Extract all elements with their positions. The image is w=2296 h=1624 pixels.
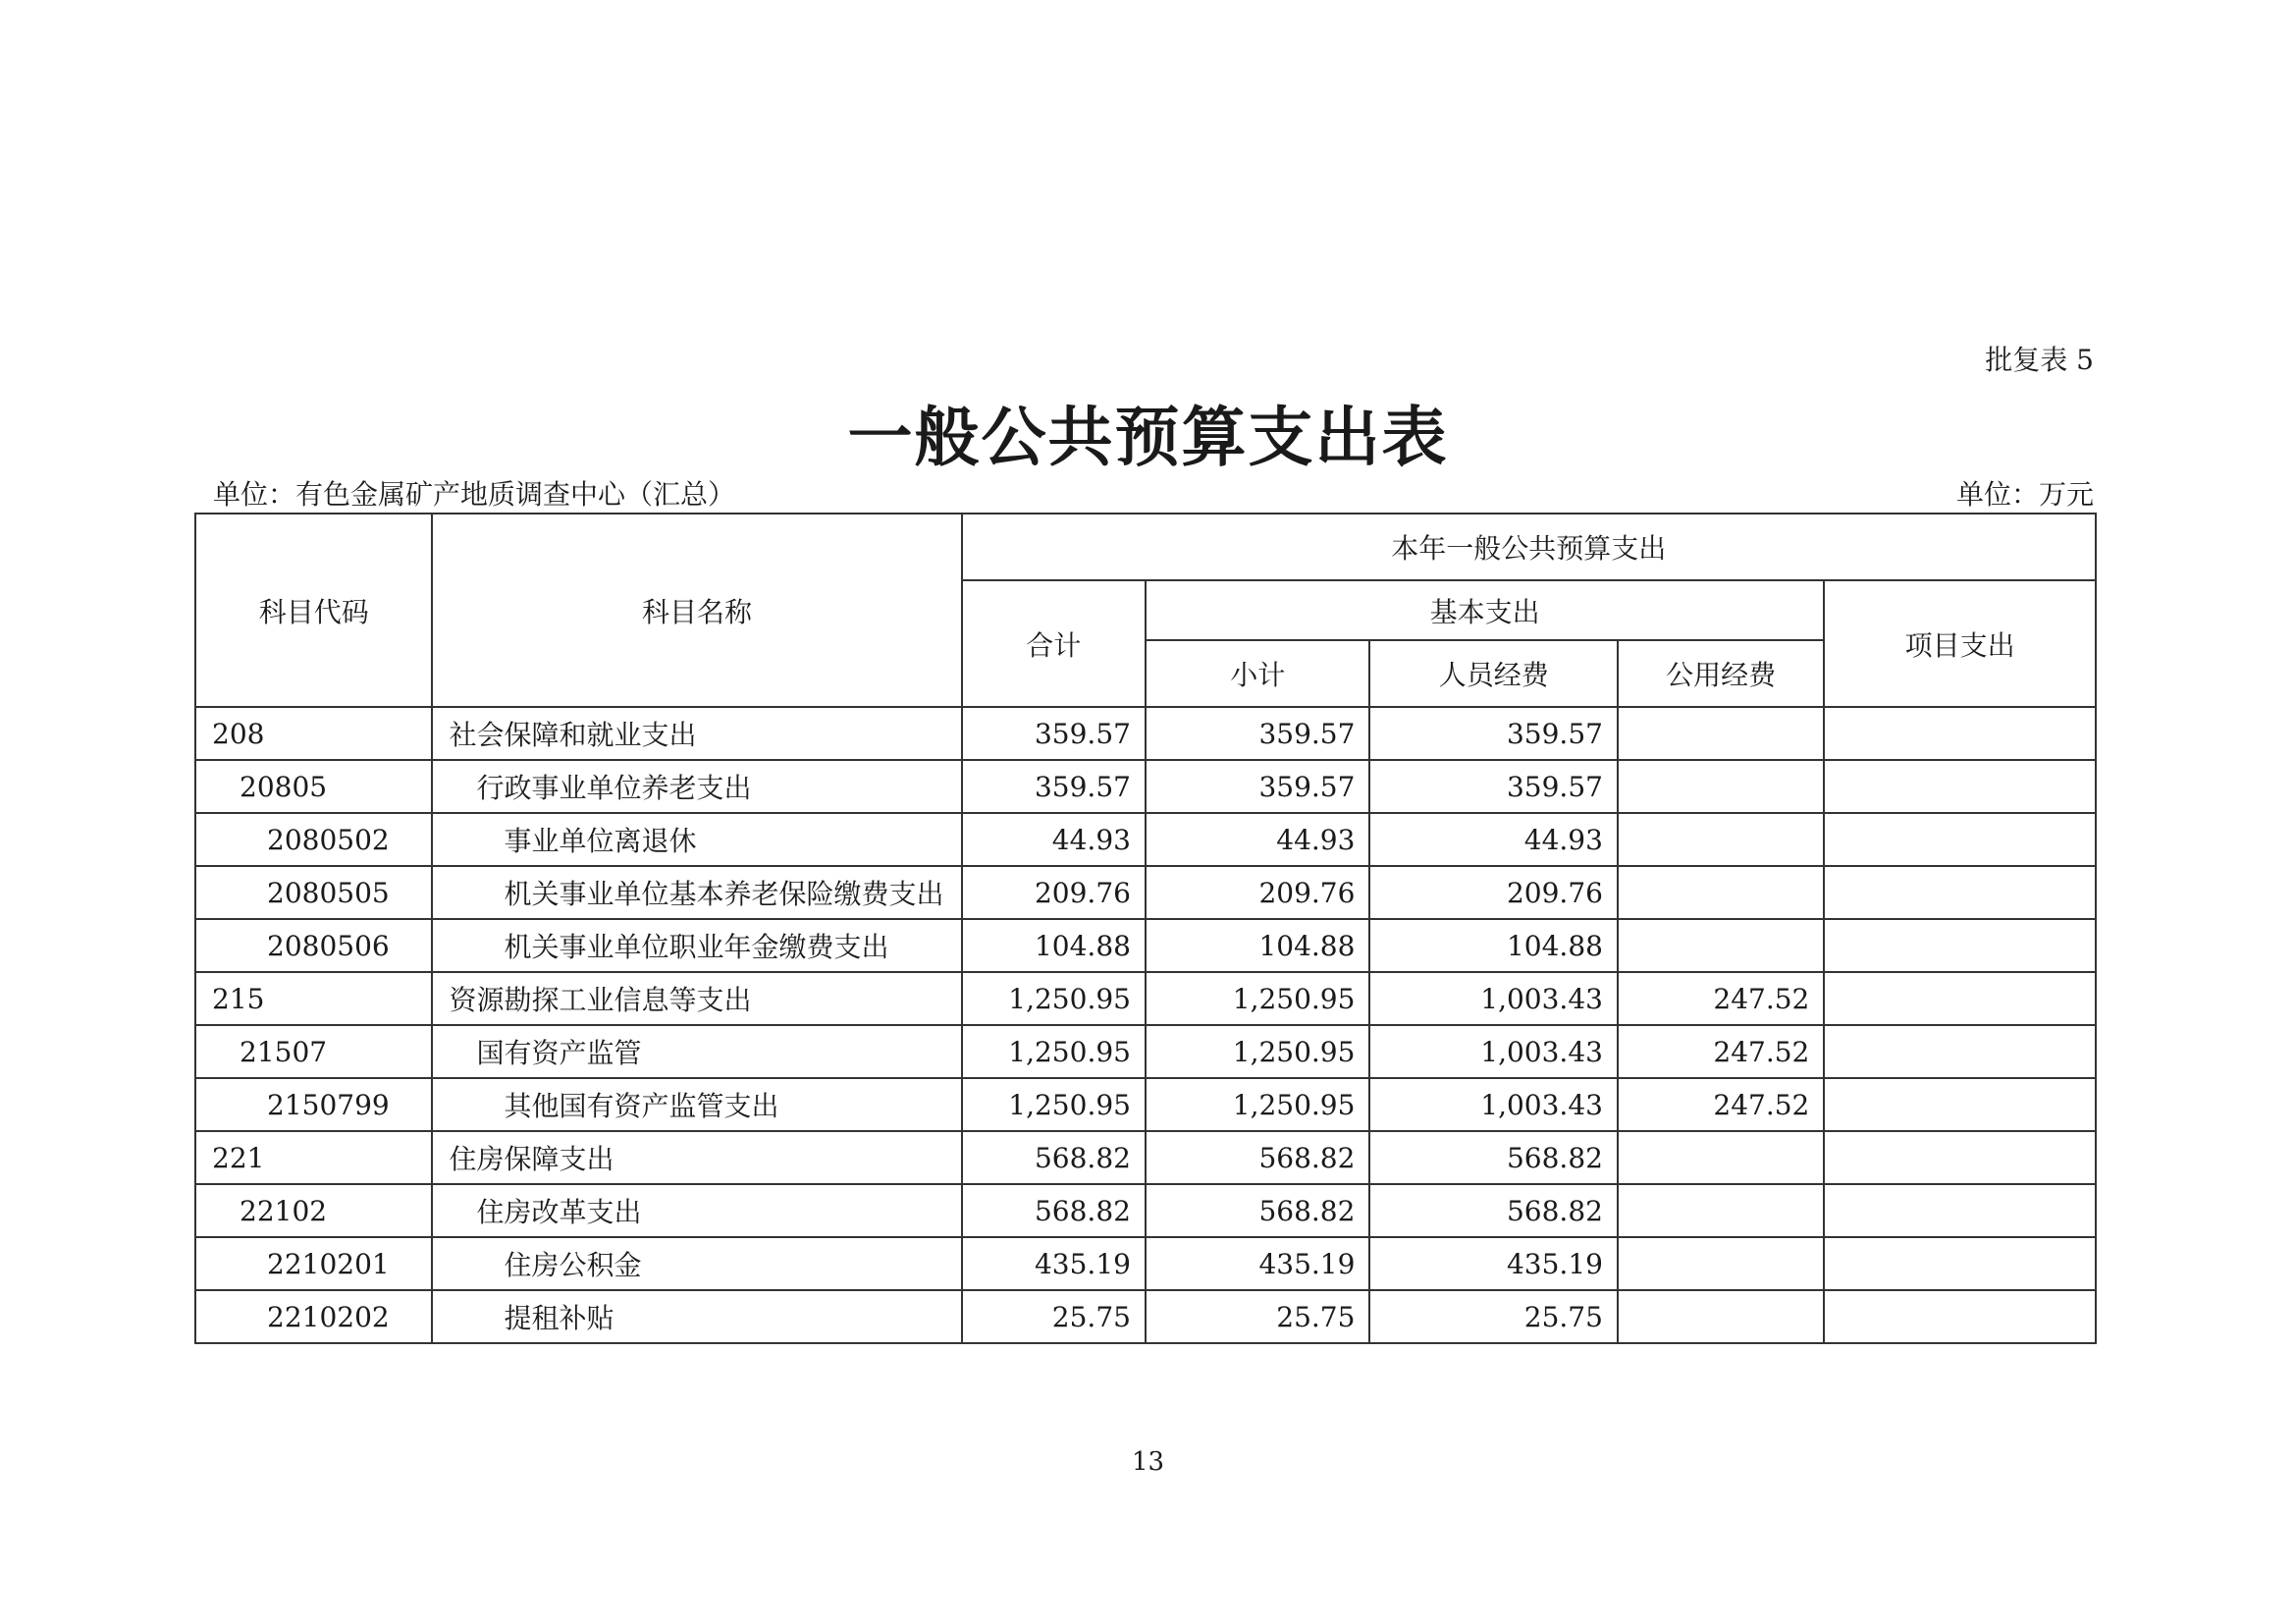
row-public — [1618, 707, 1824, 760]
row-project — [1824, 1025, 2096, 1078]
row-code: 2080502 — [195, 813, 432, 866]
header-code: 科目代码 — [195, 514, 432, 707]
row-subtotal: 1,250.95 — [1146, 972, 1369, 1025]
row-personnel: 1,003.43 — [1369, 1025, 1618, 1078]
row-code: 2210201 — [195, 1237, 432, 1290]
row-total: 359.57 — [962, 760, 1146, 813]
row-name: 资源勘探工业信息等支出 — [432, 972, 961, 1025]
row-total: 25.75 — [962, 1290, 1146, 1343]
row-project — [1824, 866, 2096, 919]
row-personnel: 568.82 — [1369, 1131, 1618, 1184]
row-total: 1,250.95 — [962, 1078, 1146, 1131]
row-project — [1824, 919, 2096, 972]
row-subtotal: 359.57 — [1146, 760, 1369, 813]
row-project — [1824, 813, 2096, 866]
row-code: 22102 — [195, 1184, 432, 1237]
table-row — [195, 1025, 2096, 1078]
row-total: 359.57 — [962, 707, 1146, 760]
header-public: 公用经费 — [1618, 640, 1824, 707]
row-public — [1618, 919, 1824, 972]
header-subtotal: 小计 — [1146, 640, 1369, 707]
row-project — [1824, 707, 2096, 760]
row-code: 221 — [195, 1131, 432, 1184]
table-row — [195, 919, 2096, 972]
row-name: 住房改革支出 — [432, 1184, 961, 1237]
row-personnel: 44.93 — [1369, 813, 1618, 866]
row-code: 2080505 — [195, 866, 432, 919]
row-name: 住房公积金 — [432, 1237, 961, 1290]
table-row — [195, 1131, 2096, 1184]
row-personnel: 1,003.43 — [1369, 1078, 1618, 1131]
row-name: 住房保障支出 — [432, 1131, 961, 1184]
row-personnel: 104.88 — [1369, 919, 1618, 972]
row-name: 国有资产监管 — [432, 1025, 961, 1078]
row-public — [1618, 866, 1824, 919]
row-project — [1824, 1078, 2096, 1131]
header-group: 本年一般公共预算支出 — [962, 514, 2096, 580]
row-project — [1824, 1184, 2096, 1237]
row-public — [1618, 1184, 1824, 1237]
table-row — [195, 1184, 2096, 1237]
row-subtotal: 25.75 — [1146, 1290, 1369, 1343]
row-code: 21507 — [195, 1025, 432, 1078]
table-row — [195, 760, 2096, 813]
page-title: 一般公共预算支出表 — [847, 399, 1449, 475]
row-name: 提租补贴 — [432, 1290, 961, 1343]
row-name: 社会保障和就业支出 — [432, 707, 961, 760]
row-total: 435.19 — [962, 1237, 1146, 1290]
row-code: 208 — [195, 707, 432, 760]
table-row — [195, 972, 2096, 1025]
row-total: 1,250.95 — [962, 1025, 1146, 1078]
unit-currency: 单位：万元 — [1955, 478, 2094, 511]
row-total: 1,250.95 — [962, 972, 1146, 1025]
table-row — [195, 707, 2096, 760]
unit-organization: 单位：有色金属矿产地质调查中心（汇总） — [213, 478, 736, 511]
row-personnel: 1,003.43 — [1369, 972, 1618, 1025]
table-row — [195, 1290, 2096, 1343]
row-project — [1824, 1131, 2096, 1184]
row-public: 247.52 — [1618, 1025, 1824, 1078]
table-row — [195, 1237, 2096, 1290]
row-total: 568.82 — [962, 1131, 1146, 1184]
row-code: 215 — [195, 972, 432, 1025]
row-project — [1824, 972, 2096, 1025]
row-total: 104.88 — [962, 919, 1146, 972]
row-subtotal: 435.19 — [1146, 1237, 1369, 1290]
page-number: 13 — [1131, 1447, 1165, 1477]
header-basic: 基本支出 — [1146, 580, 1824, 640]
row-name: 事业单位离退休 — [432, 813, 961, 866]
row-personnel: 209.76 — [1369, 866, 1618, 919]
row-project — [1824, 1237, 2096, 1290]
row-code: 20805 — [195, 760, 432, 813]
row-subtotal: 568.82 — [1146, 1131, 1369, 1184]
row-total: 44.93 — [962, 813, 1146, 866]
row-name: 其他国有资产监管支出 — [432, 1078, 961, 1131]
row-code: 2210202 — [195, 1290, 432, 1343]
row-total: 209.76 — [962, 866, 1146, 919]
header-project: 项目支出 — [1824, 580, 2096, 707]
row-personnel: 435.19 — [1369, 1237, 1618, 1290]
row-subtotal: 44.93 — [1146, 813, 1369, 866]
row-subtotal: 568.82 — [1146, 1184, 1369, 1237]
row-personnel: 25.75 — [1369, 1290, 1618, 1343]
form-number: 批复表 5 — [1985, 344, 2094, 376]
row-public — [1618, 1290, 1824, 1343]
row-project — [1824, 760, 2096, 813]
row-public: 247.52 — [1618, 972, 1824, 1025]
table-row — [195, 813, 2096, 866]
header-personnel: 人员经费 — [1369, 640, 1618, 707]
row-public — [1618, 1237, 1824, 1290]
header-total: 合计 — [962, 580, 1146, 707]
table-row — [195, 1078, 2096, 1131]
row-public — [1618, 1131, 1824, 1184]
row-code: 2080506 — [195, 919, 432, 972]
row-subtotal: 1,250.95 — [1146, 1025, 1369, 1078]
row-public — [1618, 813, 1824, 866]
row-project — [1824, 1290, 2096, 1343]
row-total: 568.82 — [962, 1184, 1146, 1237]
row-personnel: 568.82 — [1369, 1184, 1618, 1237]
row-personnel: 359.57 — [1369, 760, 1618, 813]
table-row — [195, 866, 2096, 919]
row-personnel: 359.57 — [1369, 707, 1618, 760]
row-subtotal: 209.76 — [1146, 866, 1369, 919]
row-subtotal: 104.88 — [1146, 919, 1369, 972]
row-subtotal: 1,250.95 — [1146, 1078, 1369, 1131]
row-public — [1618, 760, 1824, 813]
row-name: 机关事业单位职业年金缴费支出 — [432, 919, 961, 972]
row-subtotal: 359.57 — [1146, 707, 1369, 760]
budget-table — [194, 513, 2097, 1344]
row-code: 2150799 — [195, 1078, 432, 1131]
row-name: 行政事业单位养老支出 — [432, 760, 961, 813]
row-public: 247.52 — [1618, 1078, 1824, 1131]
header-name: 科目名称 — [432, 514, 961, 707]
row-name: 机关事业单位基本养老保险缴费支出 — [432, 866, 961, 919]
